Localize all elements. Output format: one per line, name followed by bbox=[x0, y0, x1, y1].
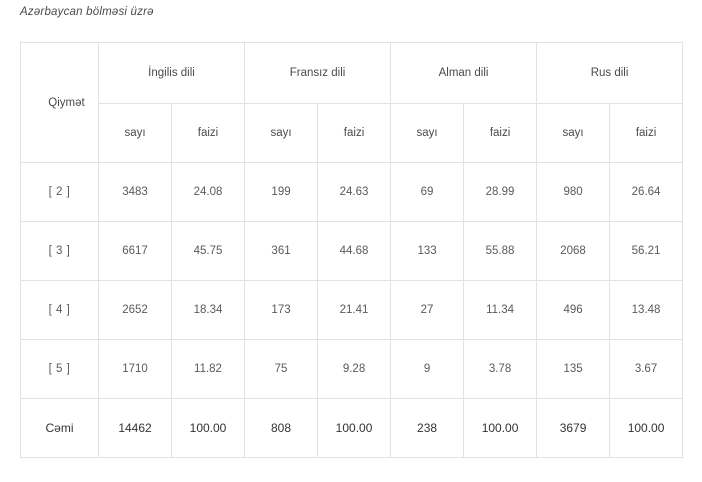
header-language-german: Alman dili bbox=[391, 43, 537, 104]
cell-grade4-french-count: 173 bbox=[245, 281, 318, 340]
cell-total-french-count: 808 bbox=[245, 399, 318, 458]
cell-grade3-english-percent: 45.75 bbox=[172, 222, 245, 281]
header-language-russian: Rus dili bbox=[537, 43, 683, 104]
cell-grade4-english-count: 2652 bbox=[99, 281, 172, 340]
cell-grade3-german-percent: 55.88 bbox=[464, 222, 537, 281]
header-english-count: sayı bbox=[99, 104, 172, 163]
header-language-english: İngilis dili bbox=[99, 43, 245, 104]
cell-grade5-russian-count: 135 bbox=[537, 340, 610, 399]
header-german-count: sayı bbox=[391, 104, 464, 163]
cell-grade3-french-percent: 44.68 bbox=[318, 222, 391, 281]
header-russian-count: sayı bbox=[537, 104, 610, 163]
cell-grade3-german-count: 133 bbox=[391, 222, 464, 281]
cell-grade5-english-percent: 11.82 bbox=[172, 340, 245, 399]
header-russian-percent: faizi bbox=[610, 104, 683, 163]
grades-table bbox=[20, 42, 683, 458]
table-head bbox=[21, 43, 683, 163]
cell-total-russian-percent: 100.00 bbox=[610, 399, 683, 458]
row-label-grade-5: [ 5 ] bbox=[21, 340, 99, 399]
cell-total-english-percent: 100.00 bbox=[172, 399, 245, 458]
cell-grade2-english-count: 3483 bbox=[99, 163, 172, 222]
cell-grade3-russian-percent: 56.21 bbox=[610, 222, 683, 281]
cell-grade5-french-percent: 9.28 bbox=[318, 340, 391, 399]
cell-grade2-german-count: 69 bbox=[391, 163, 464, 222]
header-row-subcolumns bbox=[21, 104, 683, 163]
cell-total-french-percent: 100.00 bbox=[318, 399, 391, 458]
cell-grade2-russian-percent: 26.64 bbox=[610, 163, 683, 222]
cell-grade5-russian-percent: 3.67 bbox=[610, 340, 683, 399]
row-label-grade-2: [ 2 ] bbox=[21, 163, 99, 222]
header-row-languages bbox=[21, 43, 683, 104]
cell-grade2-english-percent: 24.08 bbox=[172, 163, 245, 222]
cell-grade5-english-count: 1710 bbox=[99, 340, 172, 399]
grades-table-container bbox=[20, 42, 682, 458]
cell-total-german-percent: 100.00 bbox=[464, 399, 537, 458]
cell-grade3-english-count: 6617 bbox=[99, 222, 172, 281]
header-language-french: Fransız dili bbox=[245, 43, 391, 104]
cell-grade3-french-count: 361 bbox=[245, 222, 318, 281]
cell-grade4-german-percent: 11.34 bbox=[464, 281, 537, 340]
cell-grade5-french-count: 75 bbox=[245, 340, 318, 399]
cell-grade2-russian-count: 980 bbox=[537, 163, 610, 222]
table-row-total bbox=[21, 399, 683, 458]
cell-total-german-count: 238 bbox=[391, 399, 464, 458]
table-row bbox=[21, 281, 683, 340]
cell-grade2-french-count: 199 bbox=[245, 163, 318, 222]
row-label-total: Cəmi bbox=[21, 399, 99, 458]
cell-grade3-russian-count: 2068 bbox=[537, 222, 610, 281]
table-row bbox=[21, 163, 683, 222]
table-row bbox=[21, 222, 683, 281]
cell-grade5-german-count: 9 bbox=[391, 340, 464, 399]
cell-total-russian-count: 3679 bbox=[537, 399, 610, 458]
header-qiymet: Qiymət bbox=[21, 43, 99, 163]
table-caption: Azərbaycan bölməsi üzrə bbox=[20, 6, 154, 18]
cell-grade4-russian-count: 496 bbox=[537, 281, 610, 340]
cell-grade2-german-percent: 28.99 bbox=[464, 163, 537, 222]
cell-grade5-german-percent: 3.78 bbox=[464, 340, 537, 399]
cell-grade4-german-count: 27 bbox=[391, 281, 464, 340]
cell-total-english-count: 14462 bbox=[99, 399, 172, 458]
cell-grade4-french-percent: 21.41 bbox=[318, 281, 391, 340]
header-french-count: sayı bbox=[245, 104, 318, 163]
cell-grade4-english-percent: 18.34 bbox=[172, 281, 245, 340]
header-german-percent: faizi bbox=[464, 104, 537, 163]
row-label-grade-3: [ 3 ] bbox=[21, 222, 99, 281]
table-body bbox=[21, 163, 683, 458]
table-row bbox=[21, 340, 683, 399]
cell-grade4-russian-percent: 13.48 bbox=[610, 281, 683, 340]
cell-grade2-french-percent: 24.63 bbox=[318, 163, 391, 222]
header-french-percent: faizi bbox=[318, 104, 391, 163]
header-english-percent: faizi bbox=[172, 104, 245, 163]
row-label-grade-4: [ 4 ] bbox=[21, 281, 99, 340]
